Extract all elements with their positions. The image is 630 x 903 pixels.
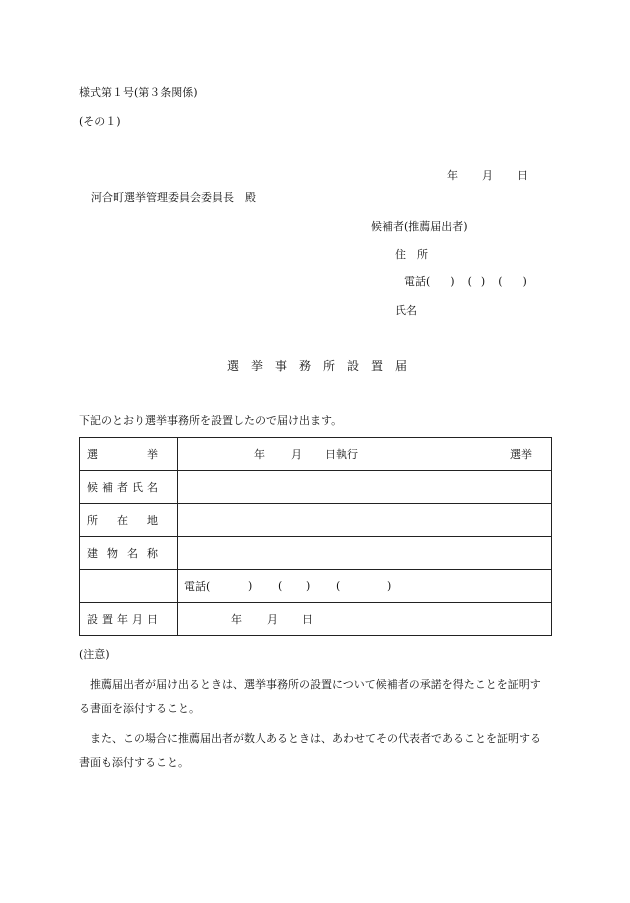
candidate-name-label: 候補者氏名 <box>87 481 162 494</box>
applicant-phone-label: 電話( <box>404 275 431 288</box>
applicant-phone-paren: ) <box>480 275 486 288</box>
election-day-exec-label: 日執行 <box>325 448 358 461</box>
addressee: 河合町選挙管理委員会委員長 殿 <box>91 191 256 204</box>
table-row-phone <box>80 570 552 603</box>
candidate-value-cell[interactable] <box>178 471 552 504</box>
intro-text: 下記のとおり選挙事務所を設置したので届け出ます。 <box>79 414 343 427</box>
location-value-cell[interactable] <box>178 504 552 537</box>
election-year-label: 年 <box>254 448 265 461</box>
phone-paren: ) <box>306 579 311 593</box>
established-year-label: 年 <box>231 613 242 626</box>
form-number: 様式第１号(第３条関係) <box>79 86 198 99</box>
building-value-cell[interactable] <box>178 537 552 570</box>
form-sub-number: (その１) <box>79 115 121 128</box>
established-date-label: 設置年月日 <box>87 613 162 626</box>
applicant-name-label: 氏名 <box>395 304 417 317</box>
established-day-label: 日 <box>302 613 313 626</box>
building-label-cell <box>80 537 178 570</box>
established-label-cell <box>80 603 178 636</box>
notes-heading: (注意) <box>79 648 110 661</box>
phone-paren: ) <box>387 579 392 593</box>
registration-table <box>79 437 552 636</box>
election-label-cell <box>80 438 178 471</box>
location-label-char: 在 <box>117 514 128 527</box>
phone-paren: ) <box>248 579 253 593</box>
applicant-phone-paren: ( <box>467 275 472 288</box>
building-name-label: 建物名称 <box>87 547 167 560</box>
election-month-label: 月 <box>291 448 302 461</box>
date-year-label: 年 <box>447 169 458 182</box>
applicant-role-label: 候補者(推薦届出者) <box>371 220 468 233</box>
election-value-cell[interactable] <box>178 438 552 471</box>
notes-paragraph-2: また、この場合に推薦届出者が数人あるときは、あわせてその代表者であることを証明する書面も添付すること。 <box>79 732 541 769</box>
phone-label-cell <box>80 570 178 603</box>
established-month-label: 月 <box>267 613 278 626</box>
location-label-char: 所 <box>87 514 98 527</box>
election-suffix-label: 選挙 <box>510 448 532 461</box>
table-row-building <box>80 537 552 570</box>
applicant-phone-paren: ( <box>498 275 503 288</box>
candidate-label-cell <box>80 471 178 504</box>
notes-paragraph-1: 推薦届出者が届け出るときは、選挙事務所の設置について候補者の承諾を得たことを証明する書面を添付すること。 <box>79 678 541 715</box>
date-day-label: 日 <box>517 169 528 182</box>
date-month-label: 月 <box>482 169 493 182</box>
election-label-char: 選 <box>87 448 98 461</box>
location-label-cell <box>80 504 178 537</box>
election-label-char: 挙 <box>147 448 158 461</box>
table-row-election <box>80 438 552 471</box>
applicant-phone-paren: ) <box>450 275 455 288</box>
applicant-phone-paren: ) <box>522 275 527 288</box>
table-row-candidate <box>80 471 552 504</box>
phone-paren: ( <box>278 579 283 593</box>
table-row-established <box>80 603 552 636</box>
table-row-location <box>80 504 552 537</box>
phone-label: 電話( <box>184 580 211 593</box>
applicant-phone-line <box>404 275 527 289</box>
phone-paren: ( <box>336 579 341 593</box>
applicant-address-label: 住 所 <box>395 248 428 261</box>
document-title: 選 挙 事 務 所 設 置 届 <box>227 359 408 373</box>
location-label-char: 地 <box>147 514 158 527</box>
established-value-cell[interactable] <box>178 603 552 636</box>
phone-value-cell[interactable] <box>178 570 552 603</box>
